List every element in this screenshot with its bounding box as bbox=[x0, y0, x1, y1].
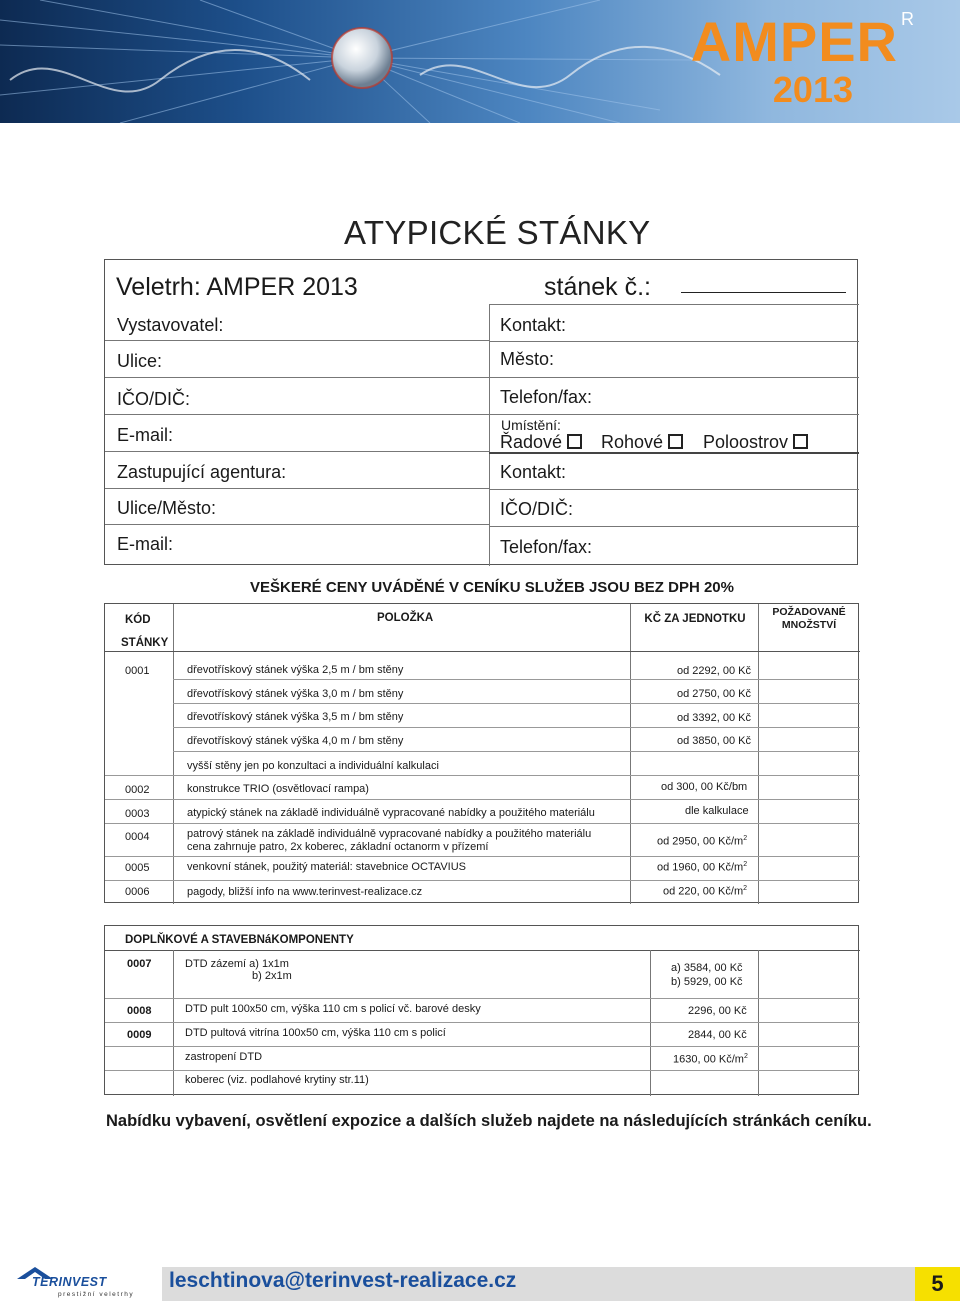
row-item: venkovní stánek, použitý materiál: stavebnice OCTAVIUS bbox=[187, 861, 466, 873]
placement-label: Umístění: bbox=[501, 417, 561, 433]
row-code: 0001 bbox=[125, 665, 150, 677]
row-line bbox=[105, 1070, 860, 1071]
header-quantity-line2: MNOŽSTVÍ bbox=[781, 619, 837, 631]
row-price: dle kalkulace bbox=[685, 805, 749, 817]
peninsula-stand-checkbox[interactable] bbox=[793, 434, 808, 449]
row-item: zastropení DTD bbox=[185, 1051, 263, 1063]
components-table bbox=[104, 925, 859, 1095]
row-line bbox=[105, 775, 860, 776]
column-divider bbox=[758, 604, 759, 904]
row-price: 1630, 00 $Kč/m^2$ bbox=[673, 1053, 748, 1066]
row-line bbox=[105, 823, 860, 824]
registration-form bbox=[104, 259, 858, 565]
header-code: KÓD bbox=[125, 614, 151, 626]
row-item: DTD zázemí a) 1x1m bbox=[185, 958, 289, 970]
stand-number-label: stánek č.: bbox=[544, 273, 651, 301]
footer-email-link[interactable]: leschtinova@terinvest-realizace.cz bbox=[169, 1269, 517, 1292]
row-line bbox=[489, 489, 859, 490]
row-line bbox=[105, 998, 860, 999]
row-item: dřevotřískový stánek výška 3,0 m / bm stěny bbox=[187, 688, 404, 700]
row-line bbox=[105, 451, 489, 452]
row-line bbox=[173, 703, 860, 704]
row-item: dřevotřískový stánek výška 4,0 m / bm stěny bbox=[187, 735, 404, 747]
row-line bbox=[105, 340, 489, 341]
row-item-line2: b) 2x1m bbox=[252, 970, 292, 982]
corner-stand-checkbox[interactable] bbox=[668, 434, 683, 449]
bottom-note: Nabídku vybavení, osvětlení expozice a dalších služeb najdete na následujících stránkách ceníku. bbox=[106, 1112, 872, 1130]
header-price: KČ ZA JEDNOTKU bbox=[644, 613, 746, 625]
header-divider bbox=[105, 651, 860, 652]
brand-logo: AMPER bbox=[690, 10, 898, 73]
header-quantity: POŽADOVANÉ bbox=[772, 606, 846, 618]
row-line bbox=[105, 414, 489, 415]
header-divider bbox=[105, 950, 860, 951]
row-price: a) 3584, 00 Kč bbox=[671, 962, 743, 974]
agency-contact-label: Kontakt: bbox=[500, 462, 567, 482]
row-line bbox=[489, 414, 859, 415]
row-code: 0007 bbox=[127, 958, 152, 970]
logo-name: TERINVEST bbox=[32, 1275, 107, 1289]
row-price: od 220, 00 $Kč/m^2$ bbox=[663, 885, 748, 898]
row-line bbox=[105, 488, 489, 489]
row-price-line2: b) 5929, 00 Kč bbox=[671, 976, 743, 988]
row-line bbox=[105, 377, 489, 378]
row-line bbox=[489, 304, 859, 305]
row-price: od 3392, 00 Kč bbox=[677, 712, 752, 724]
agency-label: Zastupující agentura: bbox=[117, 462, 287, 482]
row-item: koberec (viz. podlahové krytiny str.11) bbox=[185, 1074, 369, 1086]
row-price: od 3850, 00 Kč bbox=[677, 735, 752, 747]
stand-number-field[interactable] bbox=[681, 292, 846, 293]
column-divider bbox=[173, 950, 174, 1096]
brand-year: 2013 bbox=[772, 69, 853, 110]
placement-peninsula-option[interactable]: Poloostrov bbox=[703, 433, 808, 451]
components-title: DOPLŇKOVÉ A STAVEBNáKOMPONENTY bbox=[125, 934, 354, 946]
page-title: ATYPICKÉ STÁNKY bbox=[344, 214, 651, 251]
placement-corner-option[interactable]: Rohové bbox=[601, 433, 683, 451]
row-price: 2296, 00 Kč bbox=[688, 1005, 747, 1017]
row-code: 0006 bbox=[125, 886, 150, 898]
row-item: DTD pult 100x50 cm, výška 110 cm s policí vč. barové desky bbox=[185, 1003, 481, 1015]
contact-label: Kontakt: bbox=[500, 315, 567, 335]
row-line bbox=[489, 377, 859, 378]
row-code: 0003 bbox=[125, 808, 150, 820]
header-banner bbox=[0, 0, 960, 123]
row-code: 0005 bbox=[125, 862, 150, 874]
row-line bbox=[489, 452, 859, 454]
row-item: pagody, bližší info na www.terinvest-realizace.cz bbox=[187, 886, 423, 898]
row-item: DTD pultová vitrína 100x50 cm, výška 110 cm s policí bbox=[185, 1027, 446, 1039]
row-line bbox=[173, 679, 860, 680]
row-price: 2844, 00 Kč bbox=[688, 1029, 747, 1041]
header-item: POLOŽKA bbox=[377, 612, 434, 624]
row-item: vyšší stěny jen po konzultaci a individuální kalkulaci bbox=[187, 760, 439, 772]
fair-label: Veletrh: AMPER 2013 bbox=[116, 273, 358, 301]
row-line bbox=[105, 856, 860, 857]
placement-row-option[interactable]: Řadové bbox=[500, 433, 582, 451]
phone-fax-label: Telefon/fax: bbox=[500, 387, 593, 407]
column-divider bbox=[650, 950, 651, 1096]
row-code: 0002 bbox=[125, 784, 150, 796]
agency-email-label: E-mail: bbox=[117, 534, 174, 554]
street-label: Ulice: bbox=[117, 351, 163, 371]
row-item: patrový stánek na základě individuálně vypracované nabídky a použitého materiálu bbox=[187, 828, 592, 840]
row-price: od 300, 00 Kč/bm bbox=[661, 781, 748, 793]
row-line bbox=[489, 341, 859, 342]
city-label: Město: bbox=[500, 349, 555, 369]
registered-mark: R bbox=[901, 9, 914, 29]
row-item: atypický stánek na základě individuálně vypracované nabídky a použitého materiálu bbox=[187, 807, 595, 819]
exhibitor-label: Vystavovatel: bbox=[117, 315, 224, 335]
row-item-line2: cena zahrnuje patro, 2x koberec, základní octanorm v přízemí bbox=[187, 841, 489, 853]
header-code-line2: STÁNKY bbox=[121, 637, 169, 649]
row-code: 0004 bbox=[125, 831, 150, 843]
agency-ico-dic-label: IČO/DIČ: bbox=[500, 499, 574, 519]
column-divider bbox=[630, 604, 631, 904]
row-price: od 2750, 00 Kč bbox=[677, 688, 752, 700]
row-line bbox=[489, 526, 859, 527]
row-item: dřevotřískový stánek výška 3,5 m / bm stěny bbox=[187, 711, 404, 723]
row-line bbox=[105, 799, 860, 800]
row-line bbox=[105, 880, 860, 881]
row-stand-checkbox[interactable] bbox=[567, 434, 582, 449]
agency-phone-fax-label: Telefon/fax: bbox=[500, 537, 593, 557]
agency-street-label: Ulice/Město: bbox=[117, 498, 217, 518]
row-line bbox=[173, 727, 860, 728]
row-line bbox=[105, 1046, 860, 1047]
vat-note: VEŠKERÉ CENY UVÁDĚNÉ V CENÍKU SLUŽEB JSOU BEZ DPH 20% bbox=[250, 579, 734, 596]
row-price: od 1960, 00 $Kč/m^2$ bbox=[657, 861, 748, 874]
price-table bbox=[104, 603, 859, 903]
row-item: konstrukce TRIO (osvětlovací rampa) bbox=[187, 783, 369, 795]
row-code: 0008 bbox=[127, 1005, 152, 1017]
row-price: od 2292, 00 Kč bbox=[677, 665, 752, 677]
email-label: E-mail: bbox=[117, 425, 174, 445]
row-price: od 2950, 00 $Kč/m^2$ bbox=[657, 835, 748, 848]
logo-subtitle: prestižní veletrhy bbox=[58, 1291, 135, 1298]
page-number: 5 bbox=[915, 1267, 960, 1301]
ico-dic-label: IČO/DIČ: bbox=[117, 389, 191, 409]
row-code: 0009 bbox=[127, 1029, 152, 1041]
column-divider bbox=[758, 950, 759, 1096]
column-divider bbox=[173, 604, 174, 904]
row-item: dřevotřískový stánek výška 2,5 m / bm stěny bbox=[187, 664, 404, 676]
row-line bbox=[105, 524, 489, 525]
row-line bbox=[105, 1022, 860, 1023]
row-line bbox=[173, 751, 860, 752]
